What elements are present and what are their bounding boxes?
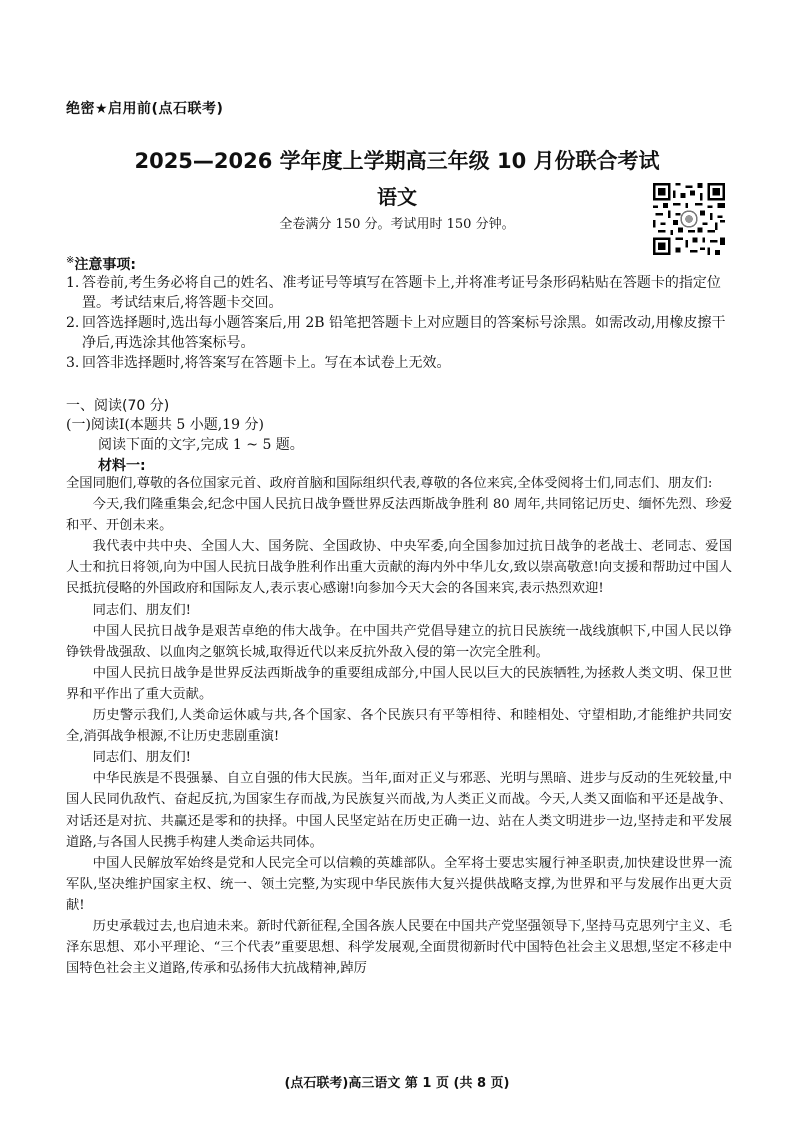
material-label: 材料一: xyxy=(98,458,146,474)
reading-instruction: 阅读下面的文字,完成 1 ~ 5 题。 xyxy=(98,437,304,453)
section-heading: 一、阅读(70 分) xyxy=(66,398,170,414)
qr-code-icon xyxy=(653,183,725,255)
passage-paragraph: 我代表中共中央、全国人大、国务院、全国政协、中央军委,向全国参加过抗日战争的老战士、老同志、爱国人士和抗日将领,向为中国人民抗日战争胜利作出重大贡献的海内外中华儿女,致以崇高敬意!向支援和帮助过中国人民抵抗侵略的外国政府和国际友人,表示衷心感谢!向参加今天大会的各国来宾,表示热烈欢迎! xyxy=(66,539,732,597)
subsection-heading: (一)阅读Ⅰ(本题共 5 小题,19 分) xyxy=(66,417,264,433)
score-time-info: 全卷满分 150 分。考试用时 150 分钟。 xyxy=(279,217,515,232)
passage-paragraph: 历史承载过去,也启迪未来。新时代新征程,全国各族人民要在中国共产党坚强领导下,坚持马克思列宁主义、毛泽东思想、邓小平理论、“三个代表”重要思想、科学发展观,全面贯彻新时代中国特色社会主义思想,坚定不移走中国特色社会主义道路,传承和弘扬伟大抗战精神,踔厉 xyxy=(66,918,732,977)
subject-title: 语文 xyxy=(377,185,417,209)
page-footer: (点石联考)高三语文 第 1 页 (共 8 页) xyxy=(284,1076,510,1091)
notice-item: 1. 答卷前,考生务必将自己的姓名、准考证号等填写在答题卡上,并将准考证号条形码粘贴在答题卡的指定位置。考试结束后,将答题卡交回。 xyxy=(66,275,721,311)
passage-paragraph: 中华民族是不畏强暴、自立自强的伟大民族。当年,面对正义与邪恶、光明与黑暗、进步与反动的生死较量,中国人民同仇敌忾、奋起反抗,为国家生存而战,为民族复兴而战,为人类正义而战。今天,人类又面临和平还是战争、对话还是对抗、共赢还是零和的抉择。中国人民坚定站在历史正确一边、站在人类文明进步一边,坚持走和平发展道路,与各国人民携手构建人类命运共同体。 xyxy=(66,771,732,850)
passage-paragraph: 中国人民抗日战争是艰苦卓绝的伟大战争。在中国共产党倡导建立的抗日民族统一战线旗帜下,中国人民以铮铮铁骨战强敌、以血肉之躯筑长城,取得近代以来反抗外敌入侵的第一次完全胜利。 xyxy=(66,623,732,660)
notice-item: 2. 回答选择题时,选出每小题答案后,用 2B 铅笔把答题卡上对应题目的答案标号涂黑。如需改动,用橡皮擦干净后,再选涂其他答案标号。 xyxy=(66,315,726,351)
confidential-label: 绝密★启用前(点石联考) xyxy=(66,101,224,117)
passage-paragraph: 今天,我们隆重集会,纪念中国人民抗日战争暨世界反法西斯战争胜利 80 周年,共同铭记历史、缅怀先烈、珍爱和平、开创未来。 xyxy=(66,497,732,534)
passage-paragraph: 中国人民抗日战争是世界反法西斯战争的重要组成部分,中国人民以巨大的民族牺牲,为拯救人类文明、保卫世界和平作出了重大贡献。 xyxy=(66,665,732,702)
passage xyxy=(66,473,732,979)
notice-item: 3. 回答非选择题时,将答案写在答题卡上。写在本试卷上无效。 xyxy=(66,355,451,371)
star-mark: ※ xyxy=(66,255,75,266)
notice-heading: ※注意事项: xyxy=(66,255,136,273)
passage-paragraph: 同志们、朋友们! xyxy=(92,602,192,618)
exam-title: 2025—2026 学年度上学期高三年级 10 月份联合考试 xyxy=(134,149,660,173)
passage-paragraph: 历史警示我们,人类命运休戚与共,各个国家、各个民族只有平等相待、和睦相处、守望相助,才能维护共同安全,消弭战争根源,不让历史悲剧重演! xyxy=(66,708,732,745)
passage-paragraph: 全国同胞们,尊敬的各位国家元首、政府首脑和国际组织代表,尊敬的各位来宾,全体受阅将士们,同志们、朋友们: xyxy=(66,476,713,491)
passage-paragraph: 中国人民解放军始终是党和人民完全可以信赖的英雄部队。全军将士要忠实履行神圣职责,加快建设世界一流军队,坚决维护国家主权、统一、领土完整,为实现中华民族伟大复兴提供战略支撑,为世界和平与发展作出更大贡献! xyxy=(66,855,732,913)
passage-paragraph: 同志们、朋友们! xyxy=(92,750,192,766)
